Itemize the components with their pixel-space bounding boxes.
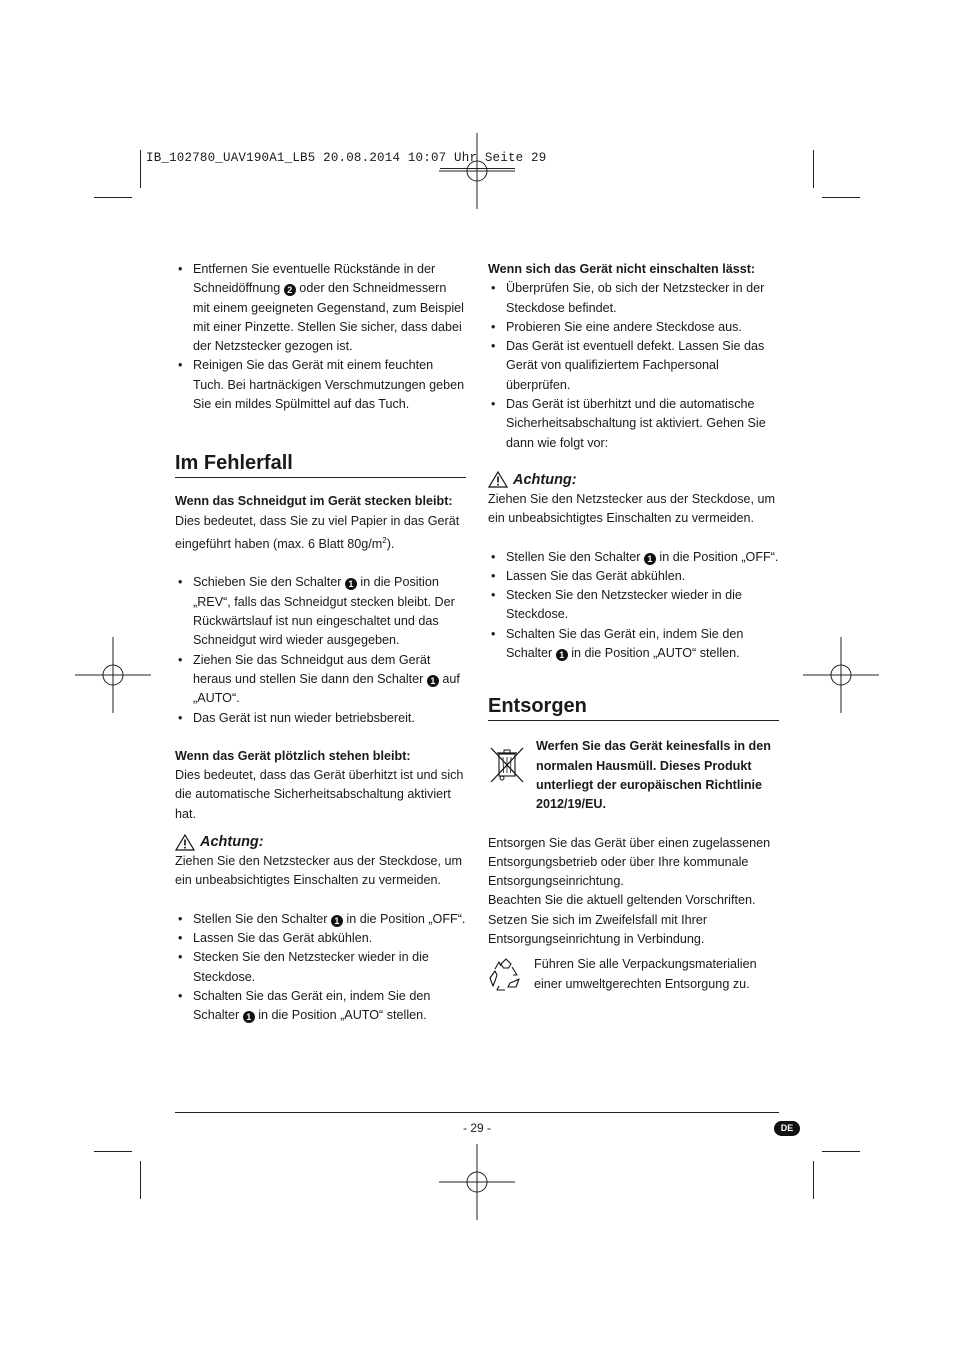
warning-heading: Achtung:	[175, 832, 466, 852]
subheading-stuck: Wenn das Schneidgut im Gerät stecken bleibt:	[175, 494, 453, 509]
paragraph-stuck: Dies bedeutet, dass Sie zu viel Papier in das Gerät eingeführt haben (max. 6 Blatt $80g/m^2$).	[175, 513, 460, 552]
registration-mark-left	[75, 637, 151, 713]
part-number-badge: 1	[427, 675, 439, 687]
crossed-out-bin-icon	[488, 745, 526, 787]
crop-mark	[94, 1151, 132, 1152]
list-item: • Das Gerät ist überhitzt und die automatische Sicherheitsabschaltung ist aktiviert. Gehen Sie dann wie folgt vor:	[488, 395, 779, 453]
list-item: • Schieben Sie den Schalter 1 in die Position „REV“, falls das Schneidgut stecken bleibt. Der Rückwärtslauf ist nun eingeschaltet und das Schneidgut wird wieder ausgegeben.	[175, 573, 466, 650]
regulations-paragraph: Beachten Sie die aktuell geltenden Vorschriften. Setzen Sie sich im Zweifelsfall mit Ihrer Entsorgungseinrichtung in Verbindung.	[488, 893, 756, 947]
warning-steps-list	[488, 548, 779, 664]
part-number-badge: 1	[556, 649, 568, 661]
list-item: • Ziehen Sie das Schneidgut aus dem Gerät heraus und stellen Sie dann den Schalter 1 auf „AUTO“.	[175, 651, 466, 709]
weee-text: Werfen Sie das Gerät keinesfalls in den normalen Hausmüll. Dieses Produkt unterliegt der europäischen Richtlinie 2012/19/EU.	[536, 739, 771, 812]
subheading-no-power: Wenn sich das Gerät nicht einschalten lässt:	[488, 262, 756, 276]
crop-mark	[822, 197, 860, 198]
paragraph-stops: Dies bedeutet, dass das Gerät überhitzt ist und sich die automatische Sicherheitsabschaltung aktiviert hat.	[175, 768, 464, 821]
crop-mark	[822, 1151, 860, 1152]
registration-mark-top	[439, 133, 515, 209]
registration-mark-right	[803, 637, 879, 713]
list-item: • Probieren Sie eine andere Steckdose aus.	[488, 318, 779, 337]
right-column	[488, 260, 779, 994]
list-item: • Stecken Sie den Netzstecker wieder in die Steckdose.	[488, 586, 779, 625]
list-item: • Überprüfen Sie, ob sich der Netzstecker in der Steckdose befindet.	[488, 279, 779, 318]
list-item: • Lassen Sie das Gerät abkühlen.	[488, 567, 779, 586]
print-slug: IB_102780_UAV190A1_LB5 20.08.2014 10:07 Uhr Seite 29	[146, 151, 547, 165]
list-item: • Das Gerät ist nun wieder betriebsbereit.	[175, 709, 466, 728]
crop-mark	[94, 197, 132, 198]
section-heading-disposal: Entsorgen	[488, 693, 779, 721]
cleaning-list	[175, 260, 466, 414]
part-number-badge: 1	[345, 578, 357, 590]
list-item: • Das Gerät ist eventuell defekt. Lassen Sie das Gerät von qualifiziertem Fachpersonal überprüfen.	[488, 337, 779, 395]
slug-underline	[440, 168, 515, 169]
page-number: - 29 -	[462, 1121, 491, 1135]
warning-text: Ziehen Sie den Netzstecker aus der Steckdose, um ein unbeabsichtigtes Einschalten zu vermeiden.	[488, 491, 776, 526]
list-item: • Entfernen Sie eventuelle Rückstände in der Schneidöffnung 2 oder den Schneidmessern mit einem geeigneten Gegenstand, zum Beispiel mit einer Pinzette. Stellen Sie sicher, dass dabei der Netzstecker gezogen ist.	[175, 260, 466, 356]
list-item: • Stecken Sie den Netzstecker wieder in die Steckdose.	[175, 948, 466, 987]
warning-text: Ziehen Sie den Netzstecker aus der Steckdose, um ein unbeabsichtigtes Einschalten zu vermeiden.	[175, 854, 463, 888]
part-number-badge: 1	[644, 553, 656, 565]
list-item: • Stellen Sie den Schalter 1 in die Position „OFF“.	[488, 548, 779, 567]
list-item: • Stellen Sie den Schalter 1 in die Position „OFF“.	[175, 910, 466, 929]
footer-rule	[175, 1112, 779, 1113]
part-number-badge: 2	[284, 284, 296, 296]
list-item: • Schalten Sie das Gerät ein, indem Sie den Schalter 1 in die Position „AUTO“ stellen.	[175, 987, 466, 1026]
warning-icon	[488, 471, 508, 488]
subheading-stops: Wenn das Gerät plötzlich stehen bleibt:	[175, 748, 411, 763]
crop-mark	[140, 150, 141, 188]
list-item: • Lassen Sie das Gerät abkühlen.	[175, 929, 466, 948]
left-column	[175, 260, 466, 1025]
recycling-notice	[488, 955, 779, 994]
recycling-text: Führen Sie alle Verpackungsmaterialien einer umweltgerechten Entsorgung zu.	[534, 957, 757, 991]
no-power-list	[488, 279, 779, 453]
disposal-paragraph: Entsorgen Sie das Gerät über einen zugelassenen Entsorgungsbetrieb oder über Ihre kommunale Entsorgungseinrichtung.	[488, 835, 771, 889]
section-heading-troubleshooting: Im Fehlerfall	[175, 450, 466, 478]
language-badge: DE	[774, 1121, 800, 1136]
part-number-badge: 1	[331, 915, 343, 927]
list-item: • Reinigen Sie das Gerät mit einem feuchten Tuch. Bei hartnäckigen Verschmutzungen geben Sie ein mildes Spülmittel auf das Tuch.	[175, 356, 466, 414]
stuck-steps-list	[175, 573, 466, 727]
warning-icon	[175, 834, 195, 851]
part-number-badge: 1	[243, 1011, 255, 1023]
weee-notice	[488, 737, 779, 814]
registration-mark-bottom	[439, 1144, 515, 1220]
crop-mark	[140, 1161, 141, 1199]
warning-steps-list	[175, 910, 466, 1026]
crop-mark	[813, 1161, 814, 1199]
warning-heading: Achtung:	[488, 470, 779, 490]
recycling-icon	[488, 957, 524, 993]
crop-mark	[813, 150, 814, 188]
list-item: • Schalten Sie das Gerät ein, indem Sie den Schalter 1 in die Position „AUTO“ stellen.	[488, 625, 779, 664]
